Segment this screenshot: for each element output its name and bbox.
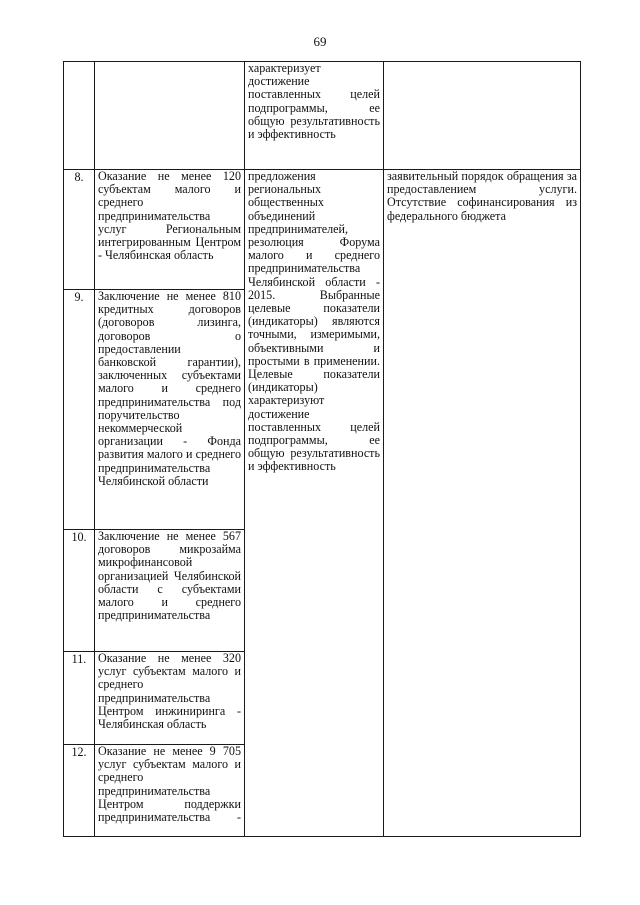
merged-justification-cell bbox=[245, 170, 384, 837]
indicator-text: Оказание не менее 9 705 услуг субъектам малого и среднего предпринимательства Центром поддержки предпринимательства - bbox=[98, 744, 241, 825]
merged-factors-text: заявительный порядок обращения за предоставлением услуги. Отсутствие софинансирования из федерального бюджета bbox=[387, 169, 577, 223]
table-cell-justification bbox=[245, 62, 384, 170]
indicator-text: Оказание не менее 120 субъектам малого и среднего предпринимательства услуг Региональным интегрированным Центром - Челябинская область bbox=[98, 169, 241, 263]
row-number: 12. bbox=[64, 745, 95, 837]
indicator-cell bbox=[95, 290, 245, 530]
indicator-cell bbox=[95, 652, 245, 745]
row-number: 9. bbox=[64, 290, 95, 530]
merged-factors-cell bbox=[384, 170, 581, 837]
row-number: 11. bbox=[64, 652, 95, 745]
page-number: 69 bbox=[313, 34, 327, 49]
continuation-justification-text: характеризует достижение поставленных целей подпрограммы, ее общую результативность и эффективность bbox=[248, 61, 380, 142]
table-row bbox=[64, 170, 581, 290]
table-cell-num bbox=[64, 62, 95, 170]
indicator-cell bbox=[95, 530, 245, 652]
indicator-text: Заключение не менее 810 кредитных договоров (договоров лизинга, договоров о предоставлении банковской гарантии), заключенных субъектами малого и среднего предпринимательства под поручительство некоммерческой организации - Фонда развития малого и среднего предпринимательства Челябинской области bbox=[98, 289, 241, 488]
row-number: 8. bbox=[64, 170, 95, 290]
indicator-text: Оказание не менее 320 услуг субъектам малого и среднего предпринимательства Центром инжиниринга - Челябинская область bbox=[98, 651, 241, 732]
table-cell-indicator bbox=[95, 62, 245, 170]
row-number: 10. bbox=[64, 530, 95, 652]
indicators-table bbox=[63, 61, 581, 837]
indicator-text: Заключение не менее 567 договоров микрозайма микрофинансовой организацией Челябинской области с субъектами малого и среднего предпринимательства bbox=[98, 529, 241, 623]
indicator-cell bbox=[95, 170, 245, 290]
table-cell-factors bbox=[384, 62, 581, 170]
indicator-cell bbox=[95, 745, 245, 837]
merged-justification-text: предложения региональных общественных объединений предпринимателей, резолюция Форума малого и среднего предпринимательства Челябинской области - 2015. Выбранные целевые показатели (индикаторы) являются точными, измеримыми, объективными и простыми в применении. Целевые показатели (индикаторы) характеризуют достижение поставленных целей подпрограммы, ее общую результативность и эффективность bbox=[248, 169, 380, 474]
table-row-continuation bbox=[64, 62, 581, 170]
